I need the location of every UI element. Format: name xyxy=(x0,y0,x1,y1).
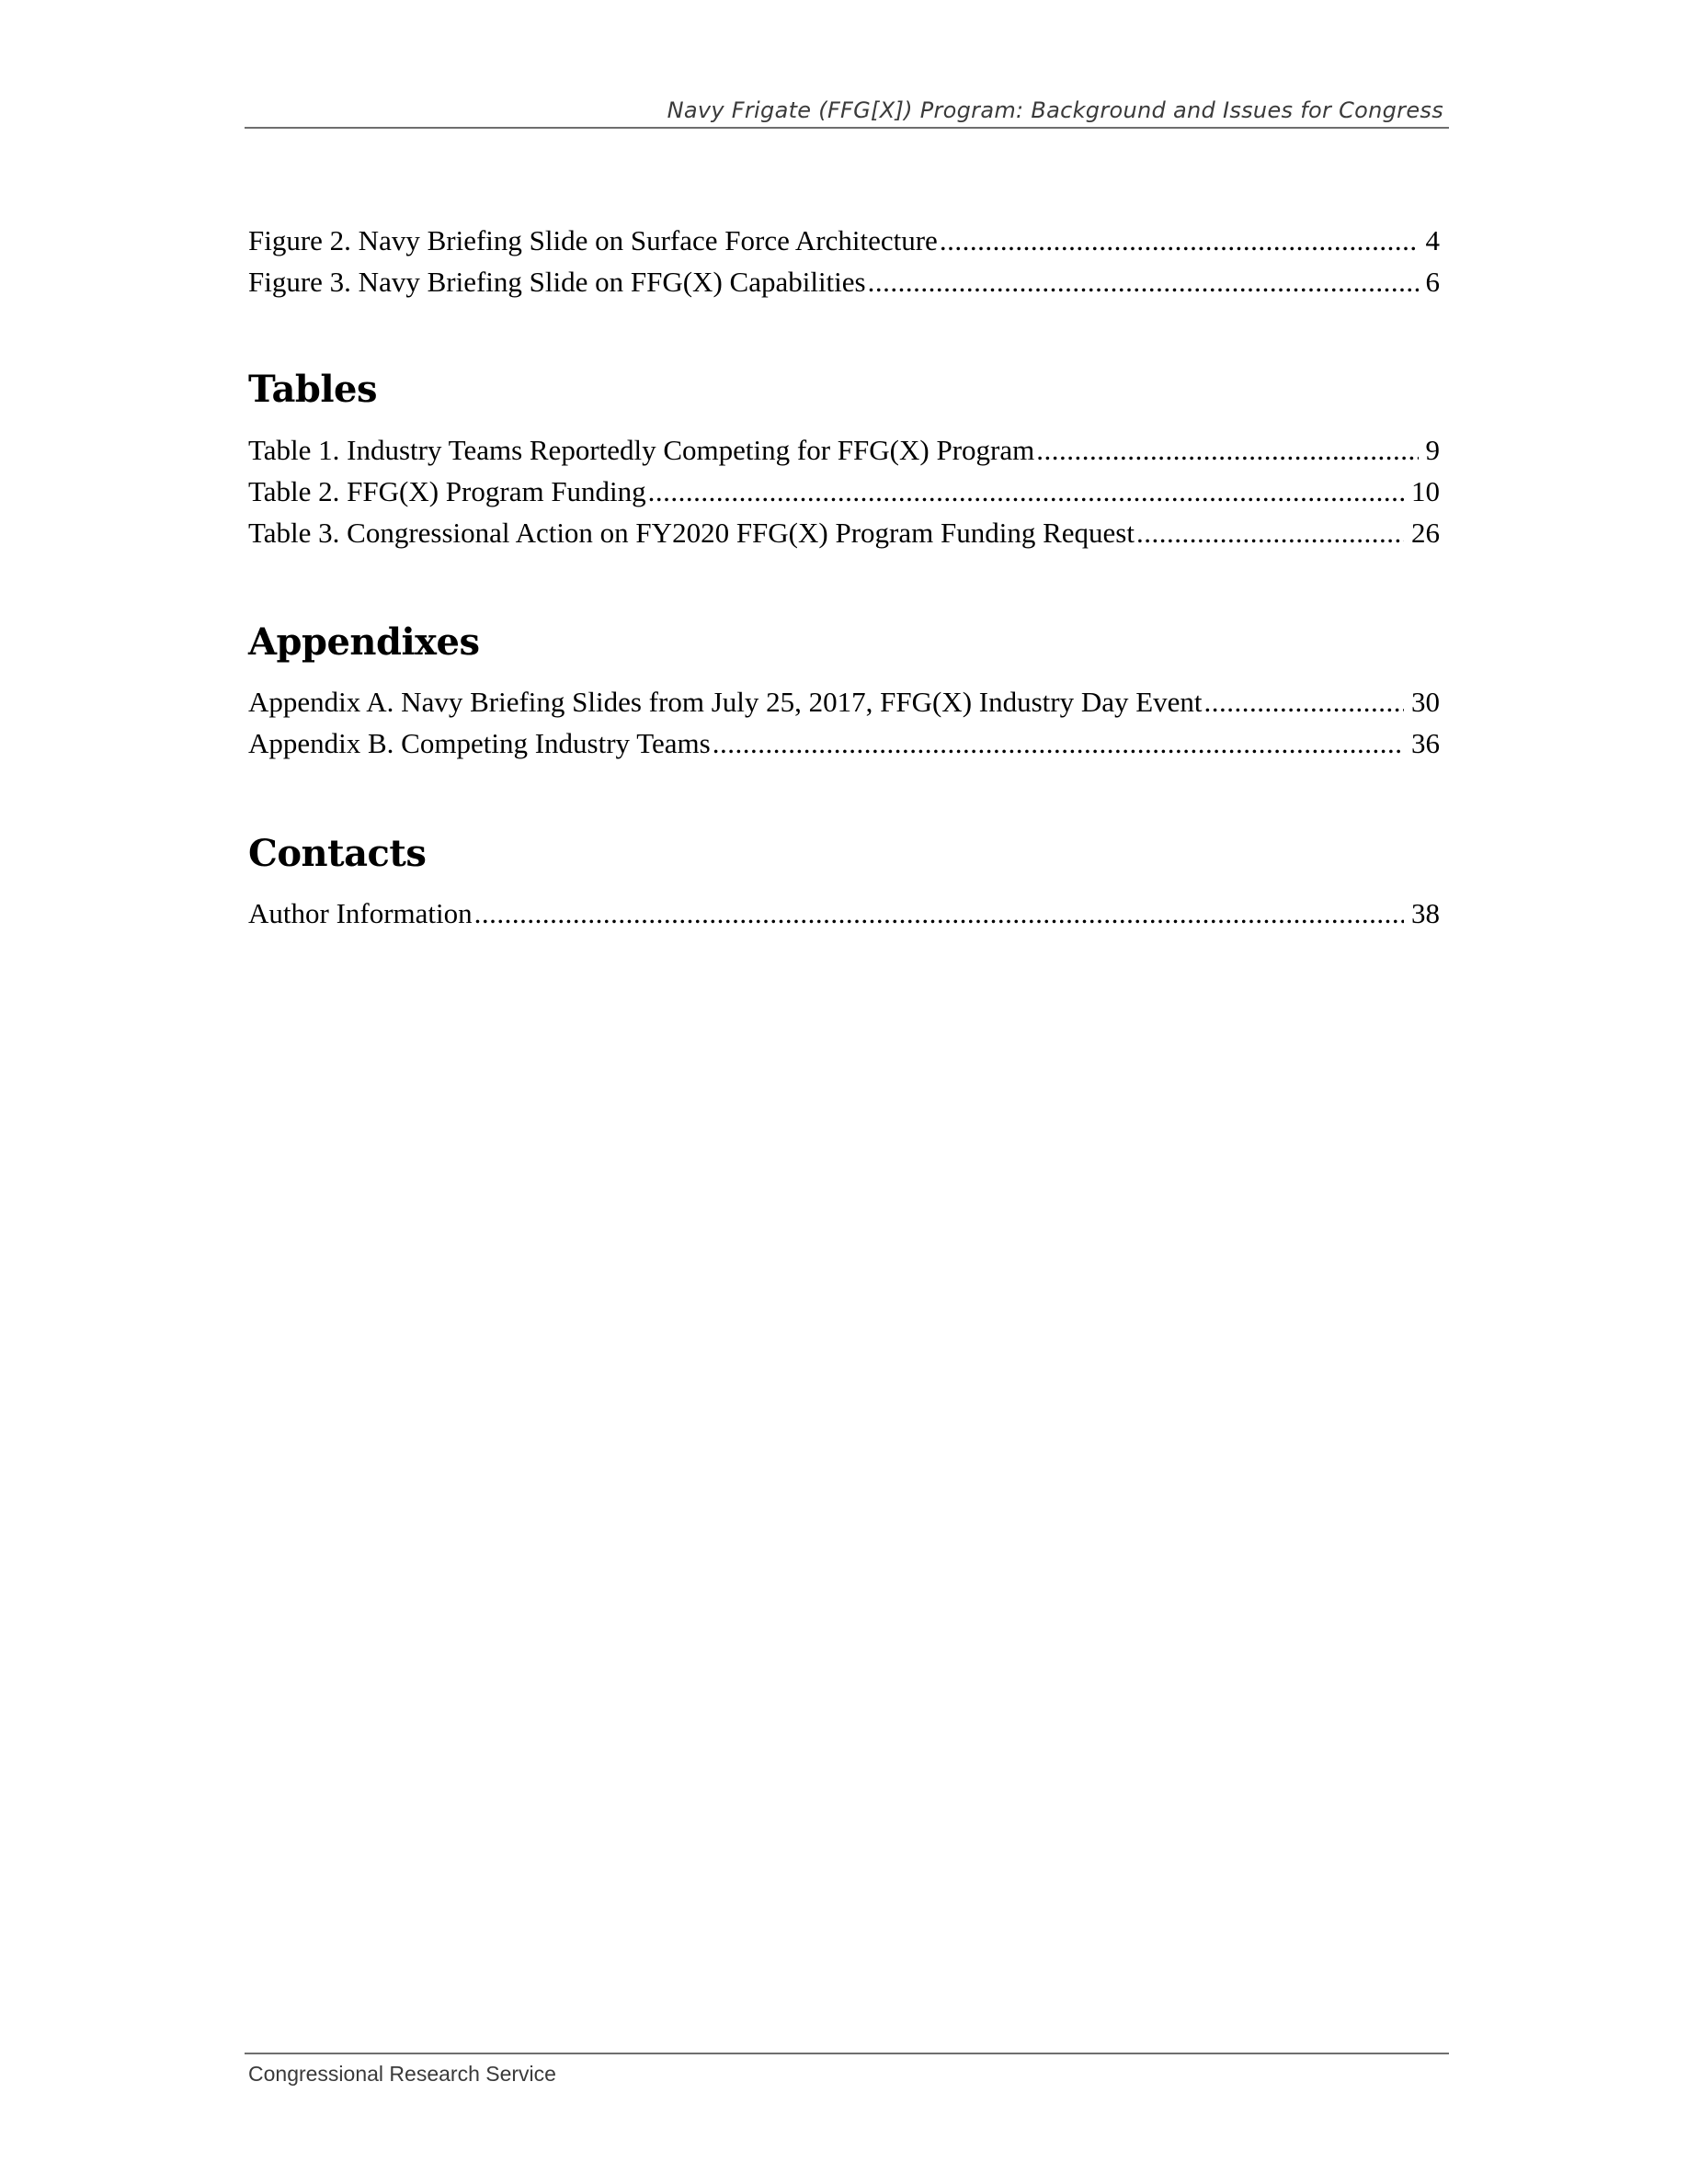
tables-list xyxy=(248,429,1440,553)
toc-entry-label: Figure 3. Navy Briefing Slide on FFG(X) Capabilities xyxy=(248,266,866,298)
appendixes-heading: Appendixes xyxy=(248,620,480,664)
dot-leader xyxy=(1204,681,1404,722)
page-header xyxy=(245,92,1449,129)
dot-leader xyxy=(474,893,1404,934)
toc-entry-label: Appendix B. Competing Industry Teams xyxy=(248,727,711,759)
toc-entry-label: Author Information xyxy=(248,897,473,929)
figures-list xyxy=(248,220,1440,302)
toc-entry-label: Table 1. Industry Teams Reportedly Competing for FFG(X) Program xyxy=(248,434,1035,466)
contacts-list xyxy=(248,893,1440,934)
tables-heading: Tables xyxy=(248,368,377,411)
toc-entry-page-number: 36 xyxy=(1411,727,1440,759)
toc-entry-page-number: 38 xyxy=(1411,897,1440,929)
toc-entry-page-number: 10 xyxy=(1411,475,1440,507)
page-footer xyxy=(245,2053,1449,2086)
dot-leader xyxy=(940,220,1419,261)
appendixes-list xyxy=(248,681,1440,764)
toc-entry-table-2[interactable] xyxy=(248,471,1440,512)
publisher-name: Congressional Research Service xyxy=(248,2062,556,2086)
toc-entry-page-number: 6 xyxy=(1425,266,1440,298)
dot-leader xyxy=(868,261,1419,302)
toc-entry-table-3[interactable] xyxy=(248,512,1440,553)
running-title: Navy Frigate (FFG[X]) Program: Background and Issues for Congress xyxy=(667,97,1443,123)
toc-entry-appendix-b[interactable] xyxy=(248,722,1440,764)
toc-entry-label: Appendix A. Navy Briefing Slides from July 25, 2017, FFG(X) Industry Day Event xyxy=(248,686,1203,718)
toc-entry-author-information[interactable] xyxy=(248,893,1440,934)
toc-entry-appendix-a[interactable] xyxy=(248,681,1440,722)
dot-leader xyxy=(713,722,1404,764)
toc-entry-page-number: 4 xyxy=(1425,224,1440,256)
dot-leader xyxy=(1136,512,1404,553)
dot-leader xyxy=(648,471,1404,512)
dot-leader xyxy=(1036,429,1418,471)
toc-entry-page-number: 30 xyxy=(1411,686,1440,718)
toc-entry-figure-2[interactable] xyxy=(248,220,1440,261)
toc-entry-label: Table 3. Congressional Action on FY2020 FFG(X) Program Funding Request xyxy=(248,517,1135,549)
toc-entry-figure-3[interactable] xyxy=(248,261,1440,302)
toc-entry-page-number: 9 xyxy=(1425,434,1440,466)
toc-entry-label: Table 2. FFG(X) Program Funding xyxy=(248,475,646,507)
toc-entry-label: Figure 2. Navy Briefing Slide on Surface Force Architecture xyxy=(248,224,938,256)
contacts-heading: Contacts xyxy=(248,832,427,875)
toc-entry-table-1[interactable] xyxy=(248,429,1440,471)
toc-entry-page-number: 26 xyxy=(1411,517,1440,549)
